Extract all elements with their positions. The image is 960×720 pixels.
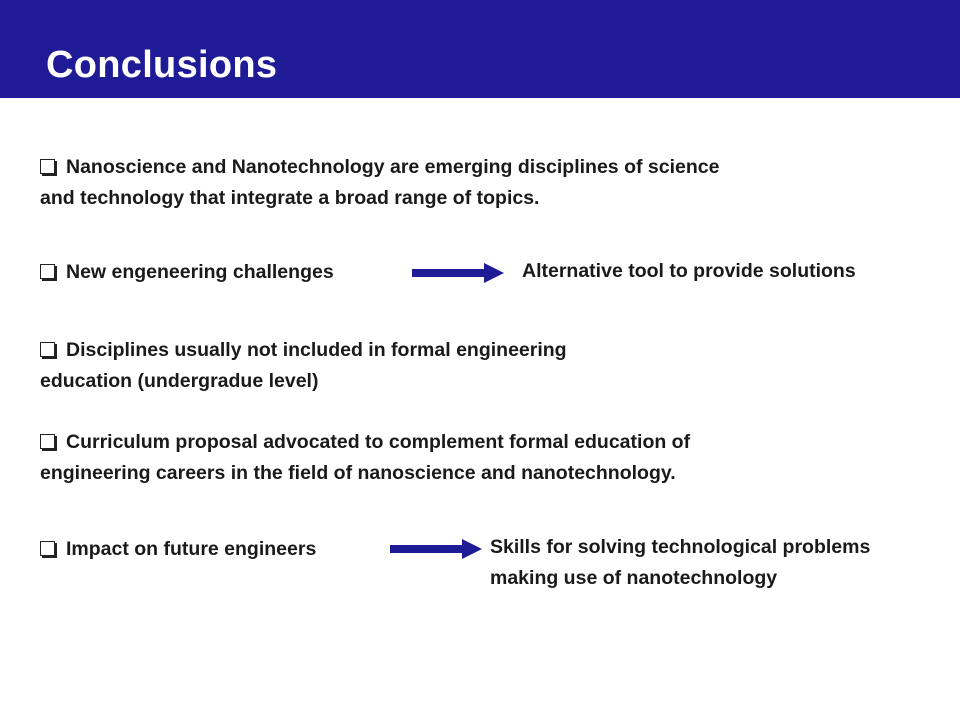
square-bullet-icon bbox=[40, 434, 55, 449]
bullet-5-text: Impact on future engineers bbox=[66, 538, 317, 560]
bullet-2 bbox=[40, 257, 334, 288]
bullet-2-result: Alternative tool to provide solutions bbox=[522, 260, 856, 282]
square-bullet-icon bbox=[40, 264, 55, 279]
square-bullet-icon bbox=[40, 541, 55, 556]
bullet-5-result-line1: Skills for solving technological problems bbox=[490, 536, 871, 558]
right-arrow-icon bbox=[410, 259, 506, 287]
bullet-4-line1: Curriculum proposal advocated to complement formal education of bbox=[66, 431, 691, 453]
bullet-3-line1: Disciplines usually not included in formal engineering bbox=[66, 339, 567, 361]
bullet-5-result-line2: making use of nanotechnology bbox=[490, 567, 778, 589]
square-bullet-icon bbox=[40, 342, 55, 357]
bullet-1-line2: and technology that integrate a broad range of topics. bbox=[40, 187, 540, 209]
bullet-3-line2: education (undergradue level) bbox=[40, 370, 319, 392]
bullet-4 bbox=[40, 427, 690, 489]
bullet-2-text: New engeneering challenges bbox=[66, 261, 334, 283]
bullet-3 bbox=[40, 335, 567, 397]
slide-title: Conclusions bbox=[46, 44, 278, 86]
bullet-5 bbox=[40, 534, 316, 565]
square-bullet-icon bbox=[40, 159, 55, 174]
bullet-4-line2: engineering careers in the field of nanoscience and nanotechnology. bbox=[40, 462, 676, 484]
bullet-1 bbox=[40, 152, 719, 214]
right-arrow-icon bbox=[388, 535, 484, 563]
bullet-1-line1: Nanoscience and Nanotechnology are emerging disciplines of science bbox=[66, 156, 720, 178]
bullet-5-result bbox=[490, 532, 870, 594]
